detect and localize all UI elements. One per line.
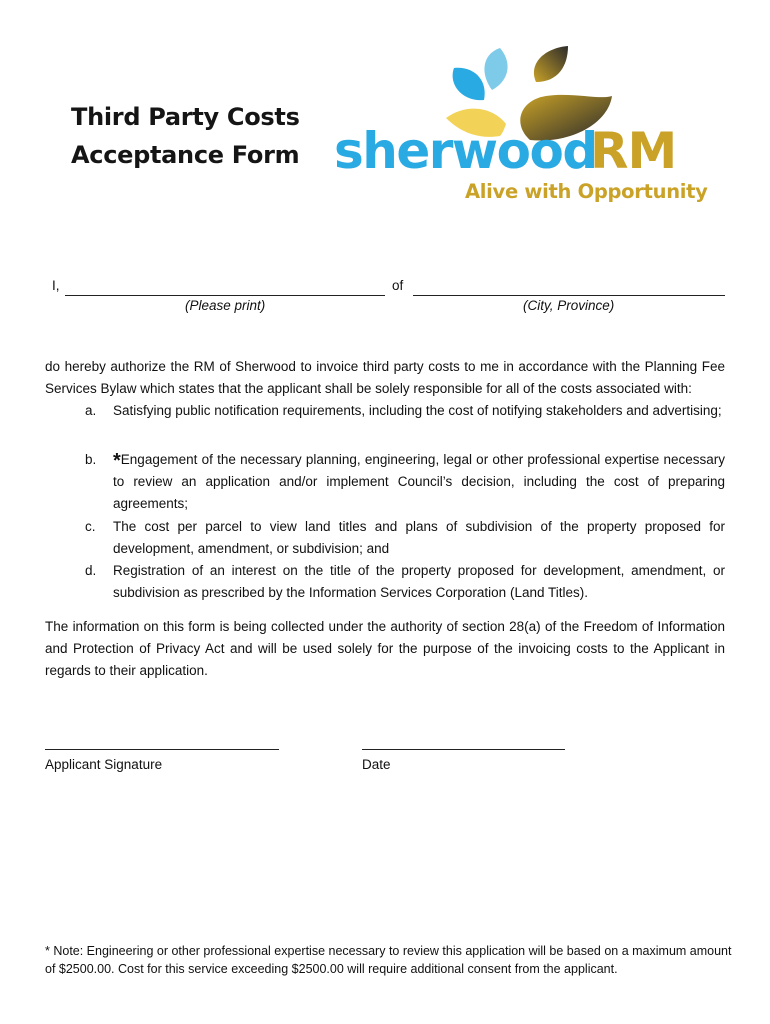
footnote: * Note: Engineering or other professional expertise necessary to review this application will be based on a maximum amount of $2500.00. Cost for this service exceeding $2500.00 will require additional consent from the applicant. [45,944,732,976]
light-blue-leaf [484,48,507,90]
blue-leaf [453,68,485,100]
list-item [85,400,725,422]
footnote-asterisk: * [113,450,121,472]
logo-tagline: Alive with Opportunity [465,180,708,203]
logo-wordmark-sherwood: sherwood [334,122,597,180]
applicant-signature-label: Applicant Signature [45,757,163,772]
list-item-text: The cost per parcel to view land titles and plans of subdivision of the property proposed for development, amendment, or subdivision; and [113,519,725,556]
form-title-line-2: Acceptance Form [71,141,300,169]
list-item-text: Engagement of the necessary planning, engineering, legal or other professional expertise necessary to review an application and/or implement Council’s decision, including the cost of preparing agreements; [113,452,725,511]
city-caption: (City, Province) [523,298,615,313]
list-item [85,560,725,604]
list-item-text: Satisfying public notification requirements, including the cost of notifying stakeholders and advertising; [113,403,722,418]
date-input-line[interactable] [362,749,565,750]
list-marker: c. [85,519,96,534]
name-input-line[interactable] [65,295,385,296]
city-input-line[interactable] [413,295,725,296]
date-label: Date [362,757,391,772]
list-item [85,516,725,560]
i-label: I, [52,278,60,293]
logo-wordmark-rm: RM [590,122,677,180]
list-marker: d. [85,563,97,578]
list-marker: b. [85,452,97,467]
dark-top-leaf [534,46,568,82]
list-item [85,449,725,515]
intro-paragraph: do hereby authorize the RM of Sherwood to invoice third party costs to me in accordance with the Planning Fee Services Bylaw which states that the applicant shall be solely responsible for all of the costs associated with: [45,359,725,396]
name-caption: (Please print) [185,298,266,313]
privacy-paragraph: The information on this form is being collected under the authority of section 28(a) of the Freedom of Information and Protection of Privacy Act and will be used solely for the purpose of the invoicing costs to the Applicant in regards to their application. [45,619,725,678]
list-item-content [113,449,725,515]
list-item-text: Registration of an interest on the title of the property proposed for development, amendment, or subdivision as prescribed by the Information Services Corporation (Land Titles). [113,563,725,600]
of-label: of [392,278,404,293]
form-title-line-1: Third Party Costs [71,103,300,131]
signature-input-line[interactable] [45,749,279,750]
list-marker: a. [85,403,97,418]
